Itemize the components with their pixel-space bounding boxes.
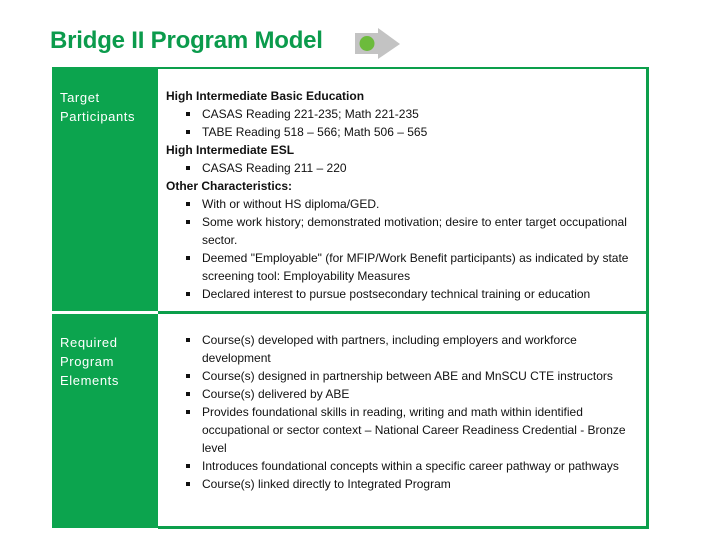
bullet-list — [166, 105, 644, 141]
bullet-list — [166, 331, 644, 493]
section-heading: Other Characteristics: — [166, 179, 293, 193]
label-line: Participants — [60, 109, 136, 124]
row-label-target-participants — [60, 88, 135, 126]
list-item: Deemed "Employable" (for MFIP/Work Benefit participants) as indicated by state screening tool: Employability Measures — [166, 249, 644, 285]
list-item: Declared interest to pursue postsecondary technical training or education — [166, 285, 644, 303]
section-heading: High Intermediate ESL — [166, 143, 295, 157]
section-heading: High Intermediate Basic Education — [166, 89, 365, 103]
list-item: Introduces foundational concepts within a specific career pathway or pathways — [166, 457, 644, 475]
bullet-list — [166, 195, 644, 303]
list-item: Course(s) linked directly to Integrated Program — [166, 475, 644, 493]
list-item: Course(s) delivered by ABE — [166, 385, 644, 403]
list-item: CASAS Reading 221-235; Math 221-235 — [166, 105, 644, 123]
list-item: CASAS Reading 211 – 220 — [166, 159, 644, 177]
list-item: Provides foundational skills in reading, writing and math within identified occupational or sector context – National Career Readiness Credential - Bronze level — [166, 403, 644, 457]
frame-right-border — [646, 67, 649, 528]
label-line: Elements — [60, 373, 119, 388]
frame-bottom-border — [158, 526, 649, 529]
required-elements-content — [166, 331, 644, 493]
list-item: Course(s) developed with partners, including employers and workforce development — [166, 331, 644, 367]
bullet-list — [166, 159, 644, 177]
row-label-required-elements — [60, 333, 119, 390]
list-item: With or without HS diploma/GED. — [166, 195, 644, 213]
list-item: Some work history; demonstrated motivation; desire to enter target occupational sector. — [166, 213, 644, 249]
list-item: TABE Reading 518 – 566; Math 506 – 565 — [166, 123, 644, 141]
label-line: Target — [60, 90, 100, 105]
label-line: Required — [60, 335, 118, 350]
list-item: Course(s) designed in partnership between ABE and MnSCU CTE instructors — [166, 367, 644, 385]
row-divider — [158, 311, 649, 314]
target-participants-content — [166, 87, 644, 303]
page-title: Bridge II Program Model — [50, 27, 323, 54]
arrow-right-icon — [352, 28, 404, 60]
label-line: Program — [60, 354, 115, 369]
